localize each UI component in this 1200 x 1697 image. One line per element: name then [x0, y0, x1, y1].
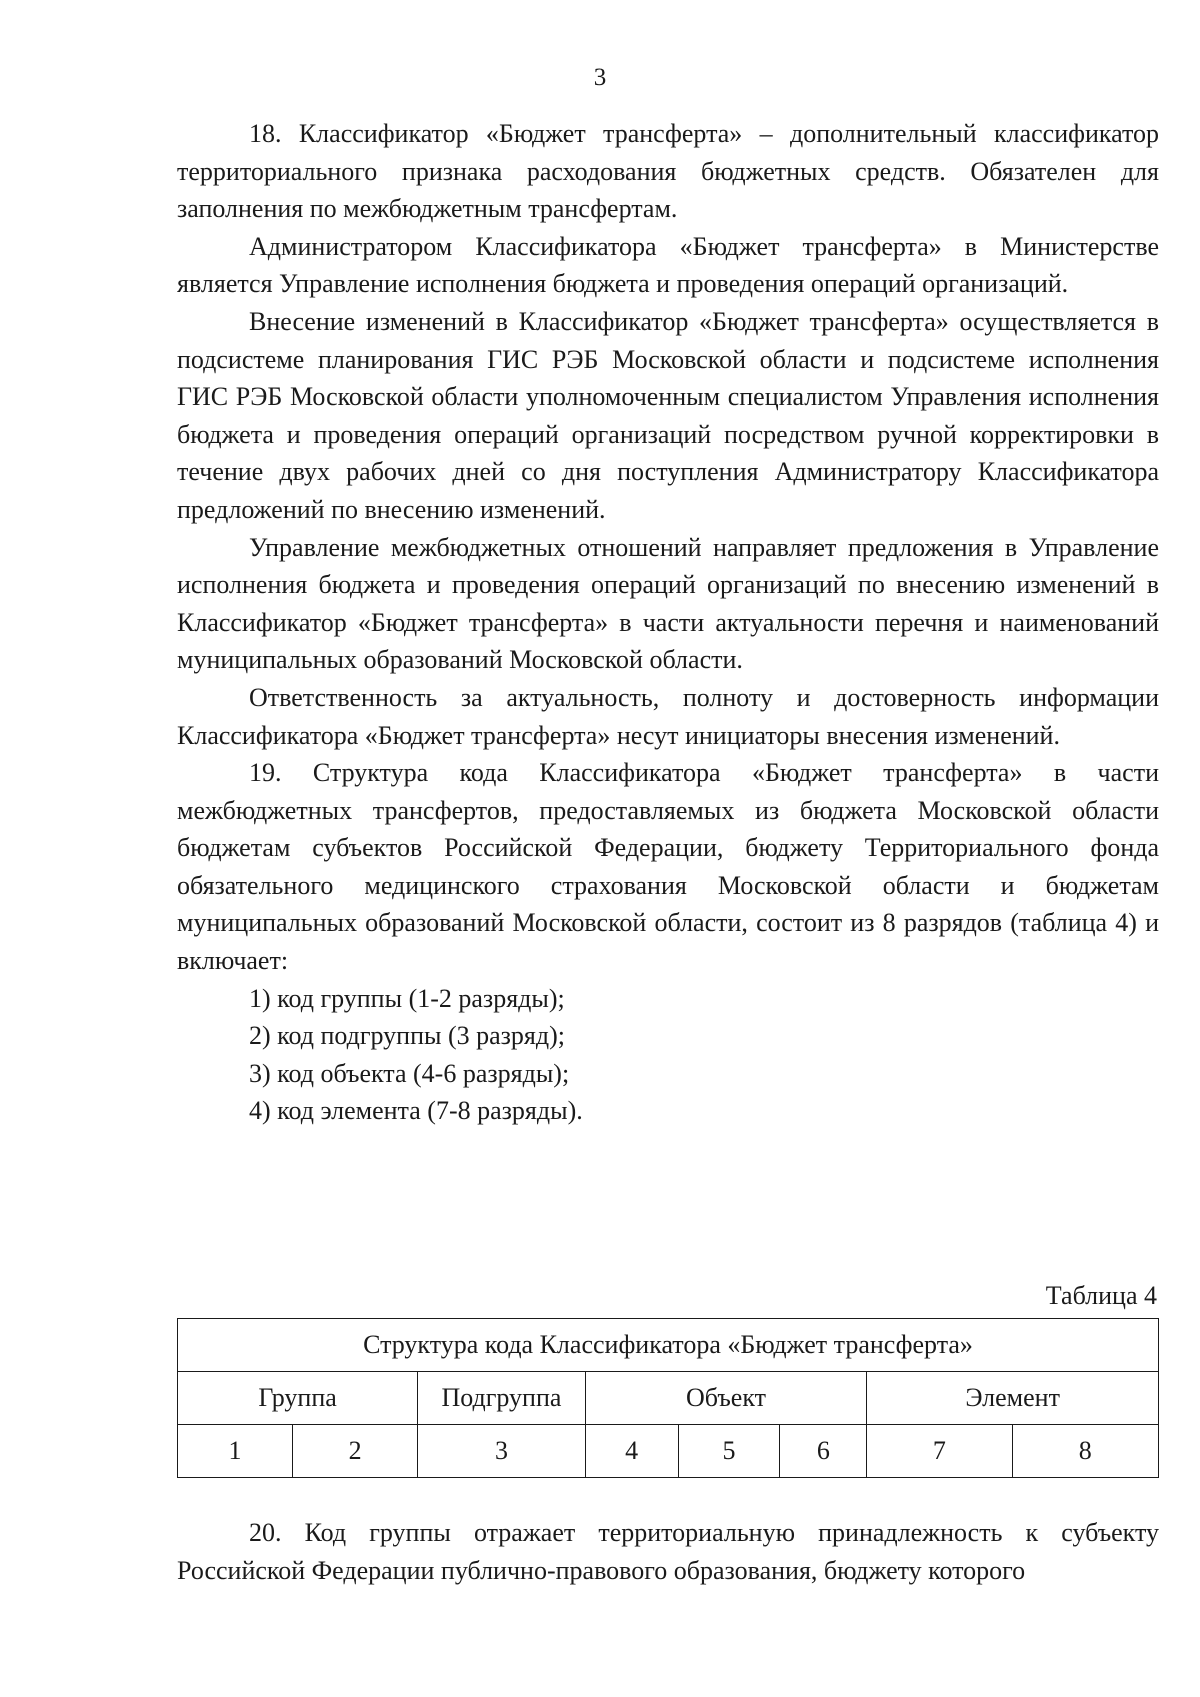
table-title-row: [178, 1319, 1159, 1372]
paragraph-interbudget-department: Управление межбюджетных отношений направляет предложения в Управление исполнения бюджета и проведения операций организаций по внесению изменений в Классификатор «Бюджет трансферта» в части актуальности перечня и наименований муниципальных образований Московской области.: [177, 532, 1159, 675]
digit-cell: 5: [678, 1425, 780, 1478]
table-digits-row: [178, 1425, 1159, 1478]
paragraph-19: 19. Структура кода Классификатора «Бюджет трансферта» в части межбюджетных трансфертов, предоставляемых из бюджета Московской области бюджетам субъектов Российской Федерации, бюджету Территориального фонда обязательного медицинского страхования Московской области и бюджетам муниципальных образований Московской области, состоит из 8 разрядов (таблица 4) и включает:: [177, 758, 1159, 976]
digit-cell: 8: [1012, 1425, 1158, 1478]
paragraph-responsibility: Ответственность за актуальность, полноту и достоверность информации Классификатора «Бюджет трансферта» несут инициаторы внесения изменений.: [177, 682, 1159, 750]
digit-cell: 6: [780, 1425, 867, 1478]
header-subgroup: Подгруппа: [418, 1372, 586, 1425]
paragraph-administrator: Администратором Классификатора «Бюджет трансферта» в Министерстве является Управление исполнения бюджета и проведения операций организаций.: [177, 231, 1159, 299]
paragraph-20: 20. Код группы отражает территориальную принадлежность к субъекту Российской Федерации публично-правового образования, бюджету которого: [177, 1518, 1159, 1585]
table-caption: Таблица 4: [1045, 1281, 1157, 1310]
list-item-subgroup-code: 2) код подгруппы (3 разряд);: [249, 1021, 565, 1051]
table-title: Структура кода Классификатора «Бюджет трансферта»: [178, 1319, 1159, 1372]
list-item-group-code: 1) код группы (1-2 разряды);: [249, 983, 565, 1013]
digit-cell: 7: [867, 1425, 1012, 1478]
table-groups-row: [178, 1372, 1159, 1425]
header-object: Объект: [585, 1372, 867, 1425]
paragraph-18: 18. Классификатор «Бюджет трансферта» – дополнительный классификатор территориального признака расходования бюджетных средств. Обязателен для заполнения по межбюджетным трансфертам.: [177, 119, 1159, 224]
digit-cell: 1: [178, 1425, 293, 1478]
code-structure-table: [177, 1318, 1159, 1478]
paragraph-changes: Внесение изменений в Классификатор «Бюджет трансферта» осуществляется в подсистеме планирования ГИС РЭБ Московской области и подсистеме исполнения ГИС РЭБ Московской области уполномоченным специалистом Управления исполнения бюджета и проведения операций организаций посредством ручной корректировки в течение двух рабочих дней со дня поступления Администратору Классификатора предложений по внесению изменений.: [177, 306, 1159, 524]
digit-cell: 2: [293, 1425, 418, 1478]
list-item-element-code: 4) код элемента (7-8 разряды).: [249, 1096, 583, 1126]
header-element: Элемент: [867, 1372, 1159, 1425]
document-body: [177, 115, 1159, 1130]
digit-cell: 3: [418, 1425, 586, 1478]
list-item-object-code: 3) код объекта (4-6 разряды);: [249, 1058, 570, 1088]
page-number: 3: [593, 64, 607, 91]
digit-cell: 4: [585, 1425, 678, 1478]
header-group: Группа: [178, 1372, 418, 1425]
document-body-continued: [177, 1514, 1159, 1589]
